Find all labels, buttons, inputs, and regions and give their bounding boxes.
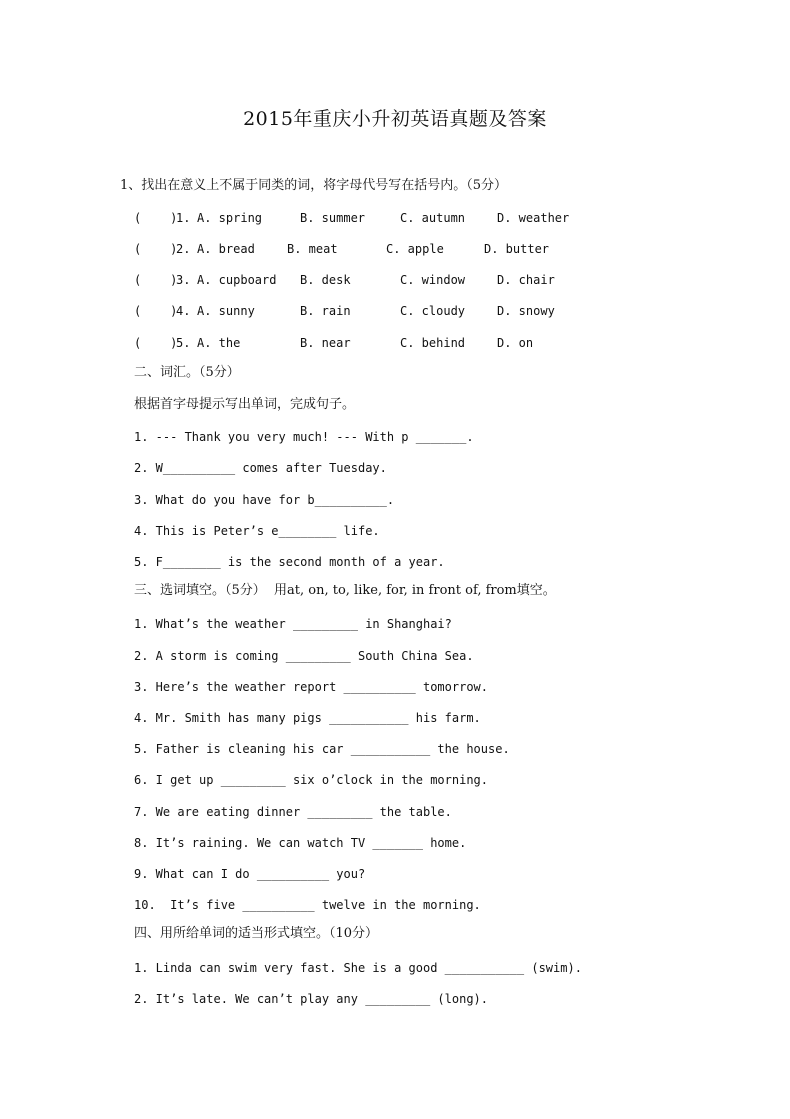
section2-instruction: 根据首字母提示写出单词，完成句子。 [134, 397, 356, 412]
section3-item: 3. Here’s the weather report __________ tomorrow. [134, 680, 489, 694]
option-a: A. sunny [197, 304, 255, 318]
option-d: D. weather [497, 211, 570, 225]
section2-item: 3. What do you have for b__________. [134, 493, 395, 507]
section2-item: 4. This is Peter’s e________ life. [134, 524, 380, 538]
answer-paren: ( ) [134, 273, 178, 287]
option-b: B. summer [300, 211, 366, 225]
section3-item: 9. What can I do __________ you? [134, 867, 366, 881]
option-c: C. behind [400, 336, 466, 350]
option-d: D. snowy [497, 304, 555, 318]
section4-heading: 四、用所给单词的适当形式填空。（10分） [134, 926, 379, 941]
page-title: 2015年重庆小升初英语真题及答案 [243, 108, 547, 130]
item-number: 4. [176, 304, 191, 318]
section3-item: 10. It’s five __________ twelve in the morning. [134, 898, 481, 912]
item-number: 2. [176, 242, 191, 256]
item-number: 1. [176, 211, 191, 225]
section2-item: 2. W__________ comes after Tuesday. [134, 461, 387, 475]
answer-paren: ( ) [134, 211, 178, 225]
answer-paren: ( ) [134, 336, 178, 350]
section3-item: 5. Father is cleaning his car ___________ the house. [134, 742, 510, 756]
section3-item: 2. A storm is coming _________ South China Sea. [134, 649, 474, 663]
answer-paren: ( ) [134, 242, 178, 256]
option-c: C. autumn [400, 211, 466, 225]
section3-heading: 三、选词填空。（5分） 用at, on, to, like, for, in front of, from填空。 [134, 583, 556, 598]
option-d: D. chair [497, 273, 555, 287]
option-b: B. meat [287, 242, 338, 256]
section3-item: 8. It’s raining. We can watch TV _______ home. [134, 836, 467, 850]
item-number: 3. [176, 273, 191, 287]
option-c: C. cloudy [400, 304, 466, 318]
option-c: C. apple [386, 242, 444, 256]
option-a: A. spring [197, 211, 263, 225]
section4-item: 1. Linda can swim very fast. She is a good ___________ (swim). [134, 961, 582, 975]
option-a: A. bread [197, 242, 255, 256]
option-a: A. cupboard [197, 273, 277, 287]
section3-item: 1. What’s the weather _________ in Shanghai? [134, 617, 452, 631]
option-c: C. window [400, 273, 466, 287]
section2-heading: 二、词汇。（5分） [134, 365, 240, 380]
option-b: B. near [300, 336, 351, 350]
section1-heading: 1、找出在意义上不属于同类的词，将字母代号写在括号内。（5分） [120, 178, 508, 193]
option-d: D. on [497, 336, 534, 350]
option-b: B. rain [300, 304, 351, 318]
answer-paren: ( ) [134, 304, 178, 318]
section2-item: 1. --- Thank you very much! --- With p _______. [134, 430, 474, 444]
section2-item: 5. F________ is the second month of a year. [134, 555, 445, 569]
option-d: D. butter [484, 242, 550, 256]
option-a: A. the [197, 336, 241, 350]
section3-item: 7. We are eating dinner _________ the table. [134, 805, 452, 819]
section4-item: 2. It’s late. We can’t play any _________ (long). [134, 992, 489, 1006]
section3-item: 4. Mr. Smith has many pigs ___________ his farm. [134, 711, 481, 725]
section3-item: 6. I get up _________ six o’clock in the morning. [134, 773, 489, 787]
option-b: B. desk [300, 273, 351, 287]
item-number: 5. [176, 336, 191, 350]
